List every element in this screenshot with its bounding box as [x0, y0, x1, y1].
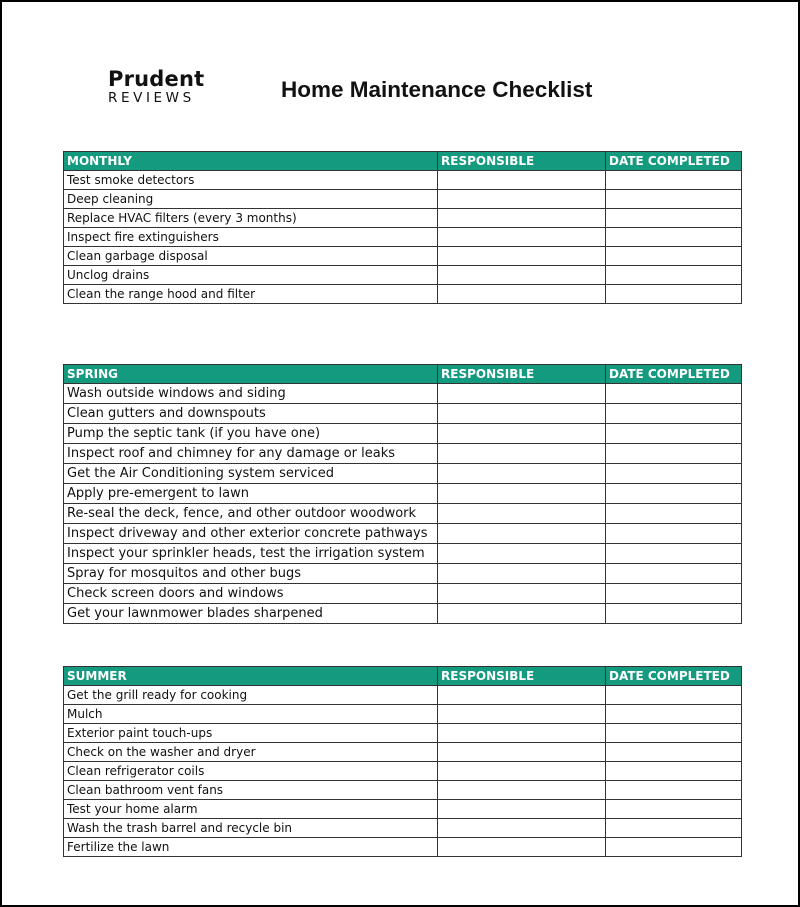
table-row — [64, 228, 742, 247]
task-cell: Inspect your sprinkler heads, test the irrigation system — [64, 544, 438, 564]
responsible-cell[interactable] — [438, 190, 606, 209]
responsible-column-header: RESPONSIBLE — [438, 365, 606, 384]
responsible-cell[interactable] — [438, 247, 606, 266]
date-completed-cell[interactable] — [606, 464, 742, 484]
table-row — [64, 190, 742, 209]
task-cell: Re-seal the deck, fence, and other outdoor woodwork — [64, 504, 438, 524]
responsible-cell[interactable] — [438, 724, 606, 743]
date-completed-cell[interactable] — [606, 504, 742, 524]
date-completed-cell[interactable] — [606, 743, 742, 762]
responsible-cell[interactable] — [438, 743, 606, 762]
responsible-column-header: RESPONSIBLE — [438, 152, 606, 171]
responsible-cell[interactable] — [438, 266, 606, 285]
task-cell: Mulch — [64, 705, 438, 724]
responsible-cell[interactable] — [438, 544, 606, 564]
task-cell: Clean the range hood and filter — [64, 285, 438, 304]
table-row — [64, 171, 742, 190]
section-heading: SPRING — [64, 365, 438, 384]
task-cell: Clean garbage disposal — [64, 247, 438, 266]
responsible-cell[interactable] — [438, 705, 606, 724]
table-row — [64, 247, 742, 266]
task-cell: Inspect driveway and other exterior concrete pathways — [64, 524, 438, 544]
date-completed-column-header: DATE COMPLETED — [606, 667, 742, 686]
table-row — [64, 444, 742, 464]
date-completed-cell[interactable] — [606, 524, 742, 544]
responsible-cell[interactable] — [438, 404, 606, 424]
table-row — [64, 838, 742, 857]
table-header-row — [64, 152, 742, 171]
date-completed-cell[interactable] — [606, 190, 742, 209]
table-row — [64, 404, 742, 424]
responsible-cell[interactable] — [438, 686, 606, 705]
responsible-cell[interactable] — [438, 800, 606, 819]
date-completed-cell[interactable] — [606, 247, 742, 266]
task-cell: Inspect roof and chimney for any damage or leaks — [64, 444, 438, 464]
table-row — [64, 819, 742, 838]
responsible-cell[interactable] — [438, 504, 606, 524]
date-completed-cell[interactable] — [606, 171, 742, 190]
responsible-cell[interactable] — [438, 781, 606, 800]
date-completed-cell[interactable] — [606, 584, 742, 604]
table-header-row — [64, 365, 742, 384]
task-cell: Get the grill ready for cooking — [64, 686, 438, 705]
task-cell: Wash the trash barrel and recycle bin — [64, 819, 438, 838]
date-completed-cell[interactable] — [606, 781, 742, 800]
date-completed-column-header: DATE COMPLETED — [606, 365, 742, 384]
date-completed-cell[interactable] — [606, 705, 742, 724]
responsible-cell[interactable] — [438, 819, 606, 838]
task-cell: Inspect fire extinguishers — [64, 228, 438, 247]
logo-subtitle: REVIEWS — [108, 90, 195, 106]
table-row — [64, 484, 742, 504]
responsible-cell[interactable] — [438, 285, 606, 304]
section-heading: SUMMER — [64, 667, 438, 686]
table-row — [64, 266, 742, 285]
date-completed-cell[interactable] — [606, 384, 742, 404]
table-row — [64, 564, 742, 584]
date-completed-cell[interactable] — [606, 604, 742, 624]
date-completed-cell[interactable] — [606, 285, 742, 304]
task-cell: Check screen doors and windows — [64, 584, 438, 604]
table-row — [64, 464, 742, 484]
table-row — [64, 762, 742, 781]
table-row — [64, 285, 742, 304]
responsible-cell[interactable] — [438, 484, 606, 504]
table-header-row — [64, 667, 742, 686]
responsible-column-header: RESPONSIBLE — [438, 667, 606, 686]
logo-wordmark: Prudent — [108, 67, 205, 91]
table-row — [64, 604, 742, 624]
date-completed-cell[interactable] — [606, 544, 742, 564]
task-cell: Unclog drains — [64, 266, 438, 285]
responsible-cell[interactable] — [438, 444, 606, 464]
responsible-cell[interactable] — [438, 228, 606, 247]
page-title: Home Maintenance Checklist — [281, 77, 593, 102]
prudent-reviews-logo — [108, 68, 204, 106]
table-row — [64, 724, 742, 743]
date-completed-cell[interactable] — [606, 800, 742, 819]
date-completed-cell[interactable] — [606, 819, 742, 838]
responsible-cell[interactable] — [438, 564, 606, 584]
task-cell: Exterior paint touch-ups — [64, 724, 438, 743]
task-cell: Clean gutters and downspouts — [64, 404, 438, 424]
table-row — [64, 524, 742, 544]
task-cell: Get the Air Conditioning system serviced — [64, 464, 438, 484]
responsible-cell[interactable] — [438, 464, 606, 484]
table-row — [64, 504, 742, 524]
task-cell: Fertilize the lawn — [64, 838, 438, 857]
responsible-cell[interactable] — [438, 384, 606, 404]
responsible-cell[interactable] — [438, 424, 606, 444]
date-completed-column-header: DATE COMPLETED — [606, 152, 742, 171]
date-completed-cell[interactable] — [606, 209, 742, 228]
table-row — [64, 781, 742, 800]
spring-table — [63, 364, 742, 624]
task-cell: Replace HVAC filters (every 3 months) — [64, 209, 438, 228]
responsible-cell[interactable] — [438, 762, 606, 781]
task-cell: Check on the washer and dryer — [64, 743, 438, 762]
date-completed-cell[interactable] — [606, 228, 742, 247]
date-completed-cell[interactable] — [606, 424, 742, 444]
date-completed-cell[interactable] — [606, 724, 742, 743]
date-completed-cell[interactable] — [606, 762, 742, 781]
date-completed-cell[interactable] — [606, 838, 742, 857]
responsible-cell[interactable] — [438, 838, 606, 857]
table-row — [64, 544, 742, 564]
responsible-cell[interactable] — [438, 584, 606, 604]
task-cell: Clean bathroom vent fans — [64, 781, 438, 800]
task-cell: Deep cleaning — [64, 190, 438, 209]
table-row — [64, 686, 742, 705]
task-cell: Test your home alarm — [64, 800, 438, 819]
date-completed-cell[interactable] — [606, 686, 742, 705]
responsible-cell[interactable] — [438, 209, 606, 228]
summer-table — [63, 666, 742, 857]
task-cell: Wash outside windows and siding — [64, 384, 438, 404]
date-completed-cell[interactable] — [606, 404, 742, 424]
task-cell: Apply pre-emergent to lawn — [64, 484, 438, 504]
date-completed-cell[interactable] — [606, 564, 742, 584]
task-cell: Test smoke detectors — [64, 171, 438, 190]
date-completed-cell[interactable] — [606, 266, 742, 285]
table-row — [64, 209, 742, 228]
task-cell: Clean refrigerator coils — [64, 762, 438, 781]
responsible-cell[interactable] — [438, 604, 606, 624]
responsible-cell[interactable] — [438, 524, 606, 544]
table-row — [64, 384, 742, 404]
table-row — [64, 424, 742, 444]
responsible-cell[interactable] — [438, 171, 606, 190]
date-completed-cell[interactable] — [606, 444, 742, 464]
section-heading: MONTHLY — [64, 152, 438, 171]
date-completed-cell[interactable] — [606, 484, 742, 504]
table-row — [64, 705, 742, 724]
task-cell: Spray for mosquitos and other bugs — [64, 564, 438, 584]
table-row — [64, 584, 742, 604]
task-cell: Get your lawnmower blades sharpened — [64, 604, 438, 624]
table-row — [64, 800, 742, 819]
monthly-table — [63, 151, 742, 304]
task-cell: Pump the septic tank (if you have one) — [64, 424, 438, 444]
table-row — [64, 743, 742, 762]
